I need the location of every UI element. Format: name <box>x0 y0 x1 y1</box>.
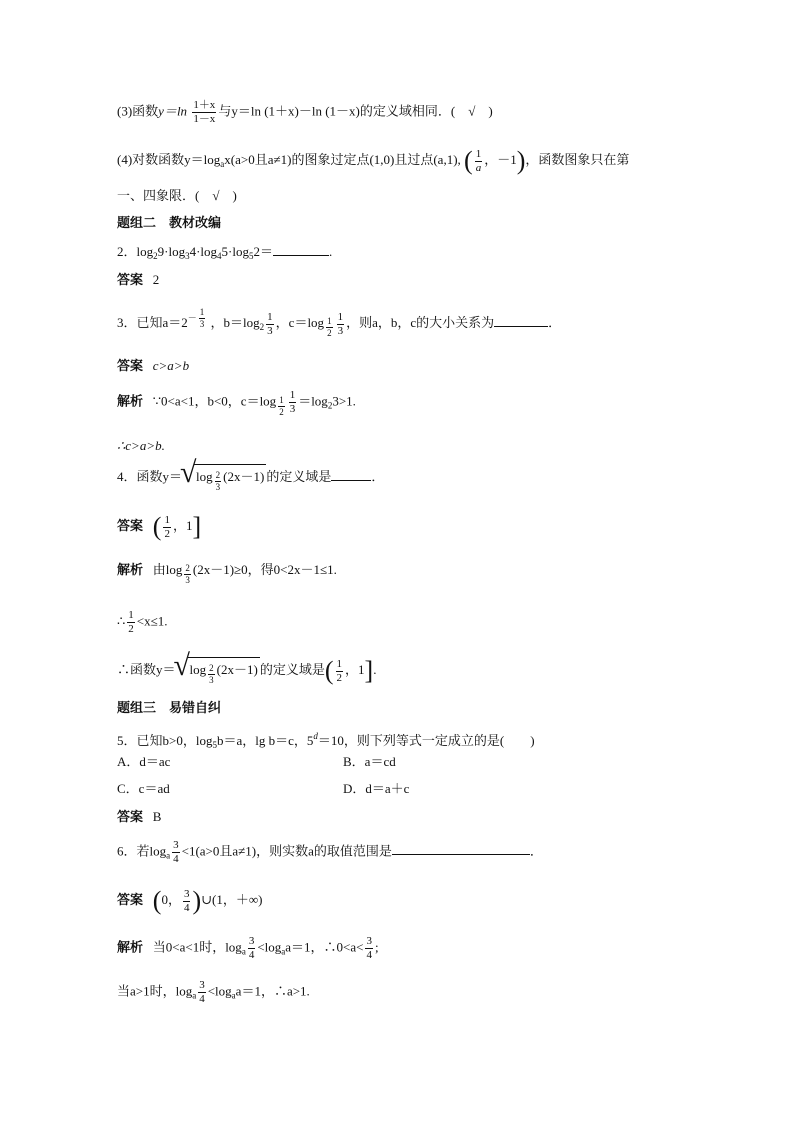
p6-fn: 3 <box>173 839 179 851</box>
p3-sol-fn: 1 <box>289 389 296 401</box>
p3-exp-d: 3 <box>199 319 205 330</box>
p3-sol-t3: 3>1. <box>332 393 356 409</box>
p3-base-d: 2 <box>327 328 332 339</box>
p4-sqrt-arg <box>194 464 266 492</box>
p6-blank[interactable] <box>392 841 530 855</box>
p3-exp-sign: － <box>187 313 197 323</box>
p2-s3: 4 <box>217 251 222 261</box>
p5-options-row2 <box>117 779 170 799</box>
p3-t4: ，则a，b，c的大小关系为 <box>346 315 495 330</box>
q3-denominator: 1－x <box>193 113 216 125</box>
p4-base <box>215 471 222 492</box>
q4-line2: 一、四象限．( √ ) <box>117 188 237 203</box>
p6-s2-n: 3 <box>199 979 205 991</box>
q4-frac-d: a <box>475 161 482 174</box>
p4-bd: 3 <box>215 482 221 493</box>
p3-sol-bn: 1 <box>279 394 284 405</box>
p6-solution1 <box>117 936 379 961</box>
q4-sub: a <box>220 158 225 169</box>
p4-sol-bd: 3 <box>185 575 190 586</box>
answer-label: 答案 <box>117 891 144 907</box>
q4-fraction <box>475 149 483 174</box>
p4-l3-rest: ，1 <box>345 662 365 678</box>
p6-s2-d: 4 <box>199 993 205 1005</box>
p2-answer-value: 2 <box>152 272 160 287</box>
p5-answer-value: B <box>152 809 162 824</box>
p3-frac-b <box>266 312 274 337</box>
p6-s1-end: ; <box>374 939 379 955</box>
q3-expr: y＝ln <box>158 103 188 119</box>
p4-t2: 的定义域是 <box>266 469 332 485</box>
q4-line <box>117 148 629 174</box>
p4-l3-t2: 的定义域是 <box>259 662 325 678</box>
p3-sol-frac <box>289 390 297 415</box>
p6-s2-frac <box>198 980 206 1005</box>
p6-a-t2: ∪(1，＋∞) <box>201 891 263 907</box>
solution-label: 解析 <box>117 939 144 955</box>
p4-ans-rest: ，1 <box>172 517 193 533</box>
p2-s1: 2 <box>153 251 158 261</box>
p3-fd2: 3 <box>337 324 344 337</box>
p4-step3 <box>117 649 377 686</box>
p4-solution <box>117 560 337 585</box>
p4-l3-base <box>208 664 215 685</box>
p4-l3-end: . <box>373 662 377 678</box>
p5-answer <box>117 807 161 827</box>
p3-t5: ． <box>548 315 562 330</box>
p6-frac <box>172 840 180 865</box>
q4-text3: ，－1 <box>484 151 517 167</box>
q4-text1: (4)对数函数y＝log <box>117 151 221 167</box>
group3-heading: 题组三 易错自纠 <box>117 700 222 715</box>
p4-l2-t1: ∴ <box>117 613 126 629</box>
p3-exp-frac <box>199 308 206 329</box>
p5-option-d-wrap <box>343 779 409 799</box>
q3-prefix: (3)函数 <box>117 103 159 119</box>
q3-rest: y＝ln (1＋x)－ln (1－x)的定义域相同．( √ ) <box>231 103 493 119</box>
answer-label: 答案 <box>117 517 144 533</box>
p4-l3-log: log <box>189 662 207 677</box>
p4-l2-d: 2 <box>128 623 134 635</box>
p2-t1: 9·log <box>157 244 186 259</box>
p6-s2-t3: a＝1，∴a>1. <box>235 983 310 999</box>
q4-text2: x(a>0且a≠1)的图象过定点(1,0)且过点(a,1), <box>224 151 461 167</box>
p3-sub2: 2 <box>259 322 265 332</box>
p4-answer <box>117 514 201 540</box>
p3-sol-base <box>278 396 285 417</box>
p2-answer <box>117 270 159 290</box>
p6-ans-rparen: ) <box>192 886 202 915</box>
p4-blank[interactable] <box>331 467 371 481</box>
p6-s1-n: 3 <box>248 935 255 947</box>
q3-mid: 与 <box>218 103 232 119</box>
p4-sol-t1: 由log <box>152 562 183 577</box>
p4-ans-lparen: ( <box>152 512 162 541</box>
p2-t3: 5·log <box>221 244 249 259</box>
p4-sqrt <box>180 456 266 493</box>
p6-s1-d2: 4 <box>366 949 372 961</box>
answer-label: 答案 <box>117 272 144 287</box>
p3-exp-n: 1 <box>199 307 205 318</box>
p4-sol-arg: (2x－1)≥0，得0<2x－1≤1. <box>192 562 337 577</box>
p4-l3-t1: ∴函数y＝ <box>117 662 176 678</box>
option-c[interactable]: C．c＝ad <box>117 781 170 796</box>
p4-l3-arg: (2x－1) <box>216 662 258 677</box>
p3-answer-value: c>a>b <box>152 358 190 373</box>
p6-a-d: 4 <box>183 901 190 914</box>
p4-question <box>117 456 385 493</box>
option-d[interactable]: D．d＝a＋c <box>343 781 410 796</box>
p4-l3-lparen: ( <box>324 656 334 686</box>
p4-step2 <box>117 610 168 635</box>
p6-s1-frac <box>248 936 256 961</box>
p4-ans-n: 1 <box>164 513 170 526</box>
p4-t3: ． <box>371 469 385 485</box>
p6-s2-t1: 当a>1时，log <box>117 983 193 999</box>
p6-t2: <1(a>0且a≠1)，则实数a的取值范围是 <box>181 843 392 859</box>
p3-fn2: 1 <box>337 310 344 323</box>
p6-answer <box>117 888 262 914</box>
p3-base-frac <box>326 317 333 338</box>
q3-line <box>117 100 493 125</box>
p6-s1-sub: a <box>241 946 246 957</box>
p3-sol-sub: 2 <box>327 400 333 411</box>
p6-s1-t2: <log <box>257 939 282 955</box>
p6-fd: 4 <box>173 853 179 865</box>
p3-sol-fd: 3 <box>289 403 296 415</box>
q4-lparen: ( <box>464 146 473 175</box>
p4-t1: 4．函数y＝ <box>117 469 183 485</box>
p6-s2-sub: a <box>192 990 197 1001</box>
p3-base-n: 1 <box>327 316 332 327</box>
p5-options-row1 <box>117 752 170 772</box>
p6-s1-n2: 3 <box>366 935 372 947</box>
p2-t4: 2＝ <box>253 244 273 259</box>
p6-ans-lparen: ( <box>152 886 162 915</box>
p5-question <box>117 726 535 755</box>
p4-l3-sqrt <box>173 649 260 686</box>
group2-heading: 题组二 教材改编 <box>117 215 222 230</box>
p5-t1: 5．已知b>0，log <box>117 733 213 748</box>
p2-question: 2．$\log_29\cdot\log_34\cdot\log_45\cdot\log_52=$ . <box>117 244 333 261</box>
p4-l2-n: 1 <box>128 609 134 621</box>
solution-label: 解析 <box>117 562 144 577</box>
q3-fraction <box>192 100 216 125</box>
p4-arg: (2x－1) <box>223 469 265 484</box>
p3-t3: ，c＝log <box>275 315 325 330</box>
p6-t3: ． <box>529 843 543 859</box>
p2-s4: 5 <box>248 251 254 261</box>
p4-l3-frac <box>336 659 344 684</box>
p2-t0: 2．log <box>117 244 154 259</box>
p4-l3-bd: 3 <box>209 675 214 686</box>
p6-s1-t1: 当0<a<1时，log <box>152 939 242 955</box>
option-b[interactable]: B．a＝cd <box>343 754 396 769</box>
p4-sol-bn: 2 <box>185 563 190 574</box>
p2-blank[interactable] <box>273 242 329 256</box>
p4-l2-t2: <x≤1. <box>136 613 168 629</box>
p6-s1-frac2 <box>365 936 373 961</box>
p4-l3-n: 1 <box>336 657 342 670</box>
p5-t3: ＝10，则下列等式一定成立的是( ) <box>317 733 535 748</box>
option-a[interactable]: A．d＝ac <box>117 754 171 769</box>
p5-option-b-wrap <box>343 752 396 772</box>
p2-s2: 3 <box>185 251 190 261</box>
p4-l3-rbracket: ] <box>364 656 374 686</box>
p6-s1-d: 4 <box>248 949 255 961</box>
p6-a-t1: 0， <box>161 891 181 907</box>
p4-sol-base <box>184 564 191 585</box>
p6-s2-t2: <log <box>207 983 232 999</box>
p3-fd: 3 <box>267 324 273 337</box>
p6-ans-frac <box>183 889 191 914</box>
p6-t1: 6．若log <box>117 843 167 859</box>
p3-answer <box>117 356 189 376</box>
p6-s1-t3: a＝1，∴0<a< <box>285 939 364 955</box>
solution-label: 解析 <box>117 393 144 409</box>
p6-a-n: 3 <box>183 887 190 900</box>
p3-sol-t1: ∵0<a<1，b<0，c＝log <box>152 393 277 409</box>
p4-l2-frac <box>127 610 135 635</box>
p6-question <box>117 840 543 865</box>
p3-t1: 3．已知a＝2 <box>117 315 188 330</box>
p3-t2: ，b＝log <box>210 315 260 330</box>
p4-ans-rbracket: ] <box>192 512 202 541</box>
q3-numerator: 1＋x <box>193 99 216 111</box>
p6-s1-sub2: a <box>281 946 286 957</box>
p4-bn: 2 <box>215 470 221 481</box>
p6-s2-sub2: a <box>231 990 236 1001</box>
q4-frac-n: 1 <box>475 147 482 160</box>
q4-rparen: ) <box>516 146 526 175</box>
sqrt-icon: √ <box>173 649 190 682</box>
p3-conclusion: ∴c>a>b. <box>117 438 165 453</box>
q4-text4: ，函数图象只在第 <box>525 151 630 167</box>
p4-l3-sqrt-arg <box>188 657 260 685</box>
p5-sub: 5 <box>212 740 217 750</box>
p3-fn: 1 <box>267 310 273 323</box>
p4-ans-d: 2 <box>164 527 170 540</box>
p3-solution <box>117 390 356 417</box>
p3-sol-t2: ＝log <box>298 393 328 409</box>
answer-label: 答案 <box>117 809 144 824</box>
p4-ans-frac <box>163 515 171 540</box>
p3-blank[interactable] <box>494 313 548 327</box>
p5-sup: d <box>313 731 318 741</box>
p3-sol-bd: 2 <box>279 406 284 417</box>
p5-t2: b＝a，lg b＝c，5 <box>216 733 314 748</box>
p4-l3-d: 2 <box>336 671 342 684</box>
p4-log: log <box>196 469 213 484</box>
p2-t2: 4·log <box>189 244 218 259</box>
p3-question <box>117 308 561 338</box>
p3-exponent <box>187 307 208 330</box>
answer-label: 答案 <box>117 358 144 373</box>
p4-l3-bn: 2 <box>209 663 214 674</box>
p3-frac-c <box>337 312 345 337</box>
p6-solution2 <box>117 980 310 1005</box>
sqrt-icon: √ <box>180 456 197 489</box>
p6-sub: a <box>166 850 171 861</box>
